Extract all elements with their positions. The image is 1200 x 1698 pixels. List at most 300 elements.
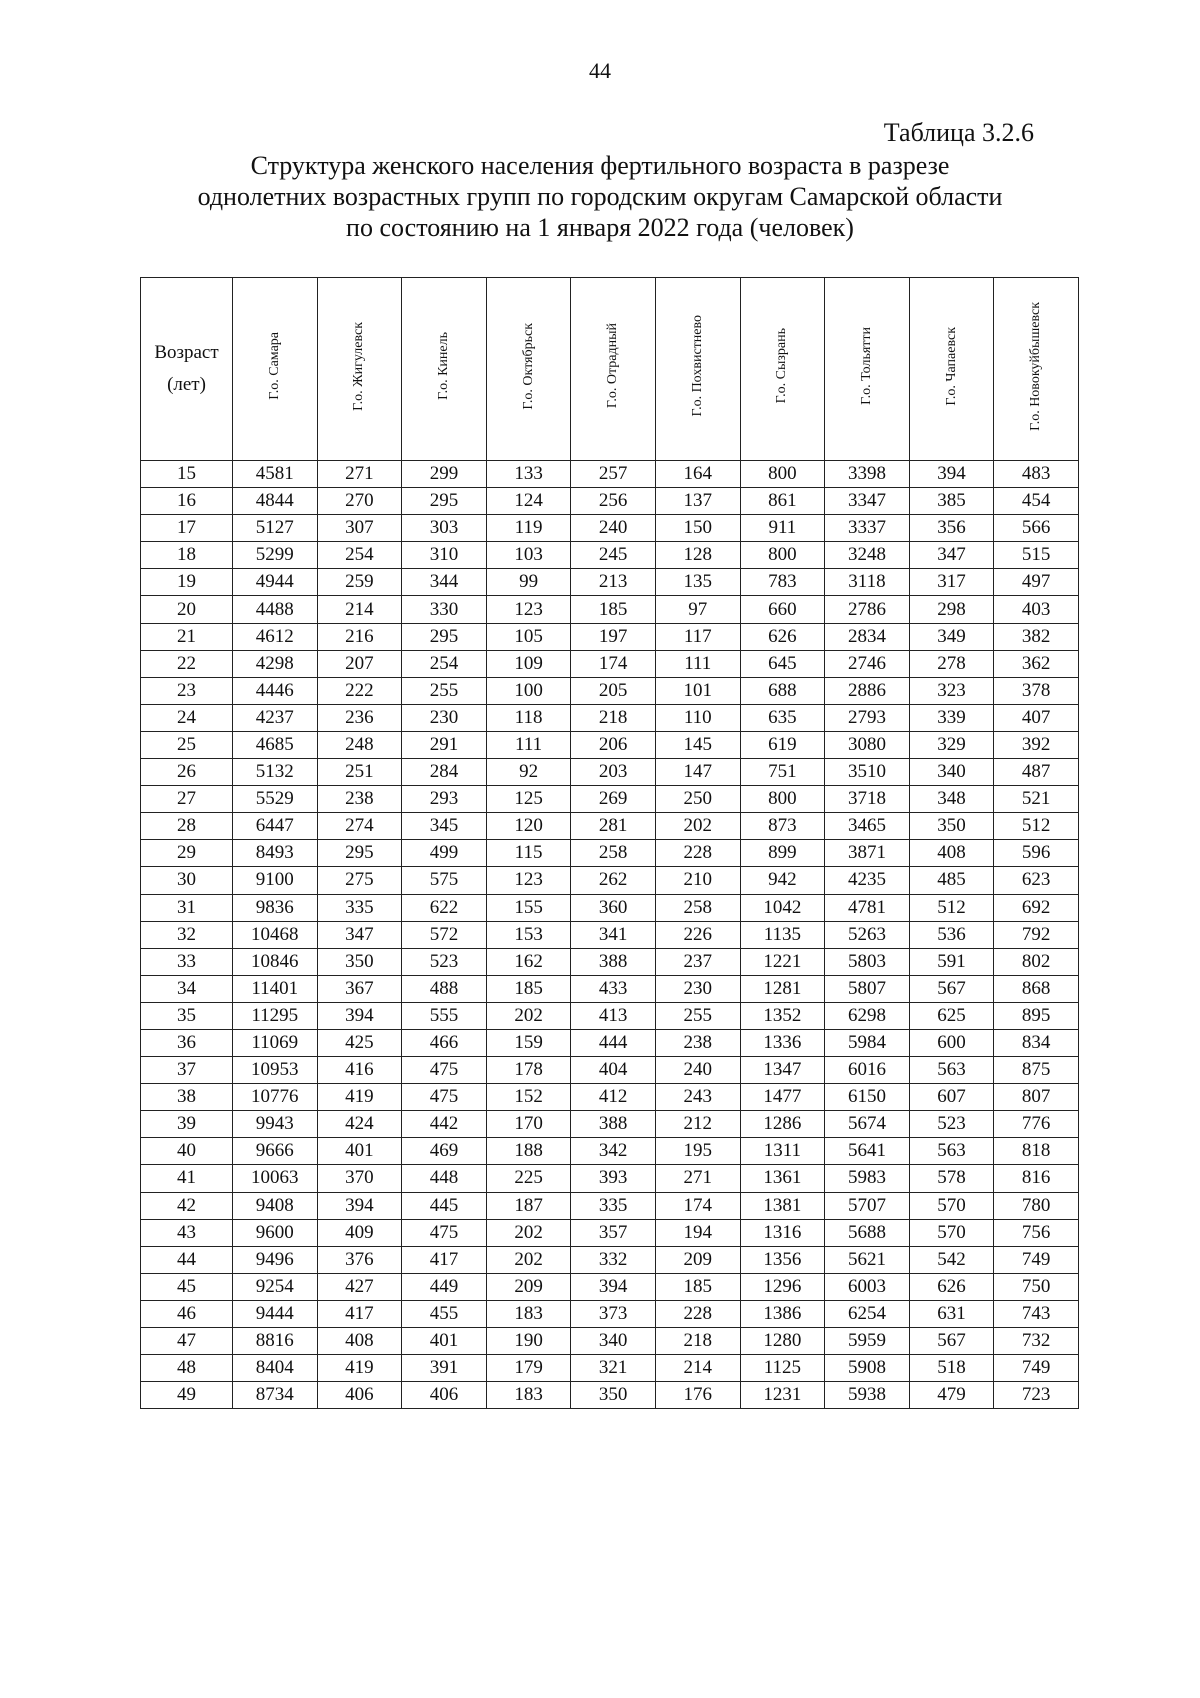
- value-cell: 339: [909, 704, 994, 731]
- value-cell: 424: [317, 1111, 402, 1138]
- value-cell: 119: [486, 515, 571, 542]
- value-cell: 497: [994, 569, 1079, 596]
- value-cell: 393: [571, 1165, 656, 1192]
- value-cell: 385: [909, 488, 994, 515]
- value-cell: 388: [571, 948, 656, 975]
- value-cell: 9100: [233, 867, 318, 894]
- value-cell: 487: [994, 759, 1079, 786]
- value-cell: 103: [486, 542, 571, 569]
- age-cell: 44: [141, 1246, 233, 1273]
- value-cell: 376: [317, 1246, 402, 1273]
- value-cell: 6016: [825, 1057, 910, 1084]
- value-cell: 394: [571, 1273, 656, 1300]
- value-cell: 298: [909, 596, 994, 623]
- table-row: [141, 1328, 1079, 1355]
- value-cell: 4581: [233, 461, 318, 488]
- value-cell: 202: [655, 813, 740, 840]
- value-cell: 5299: [233, 542, 318, 569]
- value-cell: 213: [571, 569, 656, 596]
- value-cell: 238: [317, 786, 402, 813]
- value-cell: 195: [655, 1138, 740, 1165]
- age-cell: 16: [141, 488, 233, 515]
- table-row: [141, 1246, 1079, 1273]
- value-cell: 271: [317, 461, 402, 488]
- value-cell: 406: [317, 1382, 402, 1409]
- value-cell: 403: [994, 596, 1079, 623]
- value-cell: 183: [486, 1300, 571, 1327]
- value-cell: 170: [486, 1111, 571, 1138]
- value-cell: 626: [740, 623, 825, 650]
- value-cell: 1135: [740, 921, 825, 948]
- table-row: [141, 975, 1079, 1002]
- value-cell: 542: [909, 1246, 994, 1273]
- age-cell: 45: [141, 1273, 233, 1300]
- value-cell: 270: [317, 488, 402, 515]
- value-cell: 413: [571, 1002, 656, 1029]
- value-cell: 303: [402, 515, 487, 542]
- value-cell: 349: [909, 623, 994, 650]
- value-cell: 269: [571, 786, 656, 813]
- value-cell: 563: [909, 1138, 994, 1165]
- value-cell: 660: [740, 596, 825, 623]
- value-cell: 479: [909, 1382, 994, 1409]
- age-cell: 26: [141, 759, 233, 786]
- value-cell: 756: [994, 1219, 1079, 1246]
- table-row: [141, 1300, 1079, 1327]
- value-cell: 792: [994, 921, 1079, 948]
- value-cell: 123: [486, 867, 571, 894]
- value-cell: 356: [909, 515, 994, 542]
- title-line-3: по состоянию на 1 января 2022 года (человек): [346, 213, 854, 242]
- age-cell: 22: [141, 650, 233, 677]
- value-cell: 4488: [233, 596, 318, 623]
- value-cell: 485: [909, 867, 994, 894]
- table-row: [141, 461, 1079, 488]
- value-cell: 3248: [825, 542, 910, 569]
- value-cell: 340: [571, 1328, 656, 1355]
- value-cell: 332: [571, 1246, 656, 1273]
- value-cell: 155: [486, 894, 571, 921]
- value-cell: 645: [740, 650, 825, 677]
- value-cell: 1352: [740, 1002, 825, 1029]
- value-cell: 226: [655, 921, 740, 948]
- value-cell: 600: [909, 1029, 994, 1056]
- value-cell: 137: [655, 488, 740, 515]
- value-cell: 128: [655, 542, 740, 569]
- column-header-label: Г.о. Самара: [266, 332, 282, 400]
- value-cell: 570: [909, 1192, 994, 1219]
- value-cell: 228: [655, 1300, 740, 1327]
- value-cell: 5688: [825, 1219, 910, 1246]
- value-cell: 483: [994, 461, 1079, 488]
- value-cell: 179: [486, 1355, 571, 1382]
- value-cell: 5641: [825, 1138, 910, 1165]
- value-cell: 1125: [740, 1355, 825, 1382]
- value-cell: 6254: [825, 1300, 910, 1327]
- value-cell: 293: [402, 786, 487, 813]
- value-cell: 222: [317, 677, 402, 704]
- value-cell: 6298: [825, 1002, 910, 1029]
- value-cell: 317: [909, 569, 994, 596]
- value-cell: 631: [909, 1300, 994, 1327]
- value-cell: 9666: [233, 1138, 318, 1165]
- population-table: [140, 277, 1079, 1409]
- value-cell: 256: [571, 488, 656, 515]
- table-row: [141, 515, 1079, 542]
- value-cell: 5938: [825, 1382, 910, 1409]
- value-cell: 133: [486, 461, 571, 488]
- table-row: [141, 596, 1079, 623]
- value-cell: 5983: [825, 1165, 910, 1192]
- age-cell: 19: [141, 569, 233, 596]
- value-cell: 419: [317, 1084, 402, 1111]
- value-cell: 345: [402, 813, 487, 840]
- value-cell: 4298: [233, 650, 318, 677]
- value-cell: 512: [994, 813, 1079, 840]
- table-row: [141, 1138, 1079, 1165]
- age-cell: 42: [141, 1192, 233, 1219]
- value-cell: 2886: [825, 677, 910, 704]
- value-cell: 254: [317, 542, 402, 569]
- value-cell: 105: [486, 623, 571, 650]
- value-cell: 401: [317, 1138, 402, 1165]
- table-row: [141, 1192, 1079, 1219]
- value-cell: 1296: [740, 1273, 825, 1300]
- value-cell: 1347: [740, 1057, 825, 1084]
- value-cell: 295: [402, 488, 487, 515]
- value-cell: 254: [402, 650, 487, 677]
- table-row: [141, 759, 1079, 786]
- value-cell: 2793: [825, 704, 910, 731]
- value-cell: 110: [655, 704, 740, 731]
- value-cell: 259: [317, 569, 402, 596]
- age-cell: 31: [141, 894, 233, 921]
- value-cell: 228: [655, 840, 740, 867]
- value-cell: 118: [486, 704, 571, 731]
- value-cell: 360: [571, 894, 656, 921]
- age-column-header: [141, 278, 233, 461]
- value-cell: 190: [486, 1328, 571, 1355]
- value-cell: 174: [571, 650, 656, 677]
- value-cell: 203: [571, 759, 656, 786]
- value-cell: 8734: [233, 1382, 318, 1409]
- value-cell: 1231: [740, 1382, 825, 1409]
- value-cell: 868: [994, 975, 1079, 1002]
- value-cell: 523: [909, 1111, 994, 1138]
- value-cell: 749: [994, 1355, 1079, 1382]
- table-title: [130, 150, 1070, 243]
- value-cell: 4844: [233, 488, 318, 515]
- value-cell: 3871: [825, 840, 910, 867]
- value-cell: 350: [909, 813, 994, 840]
- value-cell: 5674: [825, 1111, 910, 1138]
- age-cell: 23: [141, 677, 233, 704]
- value-cell: 10776: [233, 1084, 318, 1111]
- table-body: [141, 461, 1079, 1409]
- value-cell: 1286: [740, 1111, 825, 1138]
- value-cell: 230: [402, 704, 487, 731]
- value-cell: 350: [571, 1382, 656, 1409]
- value-cell: 625: [909, 1002, 994, 1029]
- value-cell: 135: [655, 569, 740, 596]
- value-cell: 783: [740, 569, 825, 596]
- value-cell: 635: [740, 704, 825, 731]
- value-cell: 536: [909, 921, 994, 948]
- value-cell: 99: [486, 569, 571, 596]
- value-cell: 596: [994, 840, 1079, 867]
- value-cell: 427: [317, 1273, 402, 1300]
- value-cell: 214: [317, 596, 402, 623]
- age-cell: 20: [141, 596, 233, 623]
- value-cell: 417: [317, 1300, 402, 1327]
- age-cell: 28: [141, 813, 233, 840]
- title-line-1: Структура женского населения фертильного возраста в разрезе: [250, 151, 950, 180]
- value-cell: 194: [655, 1219, 740, 1246]
- value-cell: 1477: [740, 1084, 825, 1111]
- value-cell: 11069: [233, 1029, 318, 1056]
- value-cell: 407: [994, 704, 1079, 731]
- table-row: [141, 650, 1079, 677]
- value-cell: 807: [994, 1084, 1079, 1111]
- value-cell: 178: [486, 1057, 571, 1084]
- value-cell: 1381: [740, 1192, 825, 1219]
- column-header-label: Г.о. Кинель: [435, 332, 451, 400]
- value-cell: 622: [402, 894, 487, 921]
- value-cell: 115: [486, 840, 571, 867]
- value-cell: 3718: [825, 786, 910, 813]
- value-cell: 5529: [233, 786, 318, 813]
- value-cell: 1316: [740, 1219, 825, 1246]
- age-cell: 25: [141, 731, 233, 758]
- value-cell: 111: [486, 731, 571, 758]
- table-row: [141, 1002, 1079, 1029]
- value-cell: 11295: [233, 1002, 318, 1029]
- value-cell: 816: [994, 1165, 1079, 1192]
- value-cell: 6447: [233, 813, 318, 840]
- value-cell: 1221: [740, 948, 825, 975]
- value-cell: 176: [655, 1382, 740, 1409]
- value-cell: 209: [655, 1246, 740, 1273]
- value-cell: 225: [486, 1165, 571, 1192]
- value-cell: 475: [402, 1057, 487, 1084]
- value-cell: 109: [486, 650, 571, 677]
- value-cell: 873: [740, 813, 825, 840]
- age-cell: 36: [141, 1029, 233, 1056]
- column-header-label: Г.о. Похвистнево: [689, 315, 705, 417]
- value-cell: 425: [317, 1029, 402, 1056]
- value-cell: 751: [740, 759, 825, 786]
- value-cell: 10063: [233, 1165, 318, 1192]
- column-header-zhigulevsk: [317, 278, 402, 461]
- value-cell: 743: [994, 1300, 1079, 1327]
- value-cell: 688: [740, 677, 825, 704]
- age-cell: 47: [141, 1328, 233, 1355]
- value-cell: 591: [909, 948, 994, 975]
- value-cell: 3398: [825, 461, 910, 488]
- value-cell: 2746: [825, 650, 910, 677]
- value-cell: 578: [909, 1165, 994, 1192]
- value-cell: 164: [655, 461, 740, 488]
- value-cell: 394: [317, 1002, 402, 1029]
- value-cell: 455: [402, 1300, 487, 1327]
- value-cell: 218: [571, 704, 656, 731]
- column-header-label: Г.о. Тольятти: [858, 327, 874, 405]
- value-cell: 388: [571, 1111, 656, 1138]
- value-cell: 3510: [825, 759, 910, 786]
- value-cell: 230: [655, 975, 740, 1002]
- table-row: [141, 1111, 1079, 1138]
- column-header-label: Г.о. Отрадный: [605, 323, 621, 409]
- value-cell: 237: [655, 948, 740, 975]
- value-cell: 262: [571, 867, 656, 894]
- value-cell: 245: [571, 542, 656, 569]
- value-cell: 153: [486, 921, 571, 948]
- value-cell: 9836: [233, 894, 318, 921]
- age-cell: 29: [141, 840, 233, 867]
- value-cell: 5807: [825, 975, 910, 1002]
- age-cell: 24: [141, 704, 233, 731]
- value-cell: 342: [571, 1138, 656, 1165]
- age-header-line-2: (лет): [167, 374, 206, 395]
- value-cell: 391: [402, 1355, 487, 1382]
- value-cell: 271: [655, 1165, 740, 1192]
- value-cell: 445: [402, 1192, 487, 1219]
- value-cell: 248: [317, 731, 402, 758]
- value-cell: 330: [402, 596, 487, 623]
- value-cell: 218: [655, 1328, 740, 1355]
- value-cell: 570: [909, 1219, 994, 1246]
- value-cell: 348: [909, 786, 994, 813]
- age-cell: 37: [141, 1057, 233, 1084]
- value-cell: 567: [909, 975, 994, 1002]
- value-cell: 1386: [740, 1300, 825, 1327]
- age-cell: 34: [141, 975, 233, 1002]
- value-cell: 357: [571, 1219, 656, 1246]
- value-cell: 4781: [825, 894, 910, 921]
- value-cell: 295: [317, 840, 402, 867]
- value-cell: 307: [317, 515, 402, 542]
- age-cell: 39: [141, 1111, 233, 1138]
- table-row: [141, 1273, 1079, 1300]
- table-row: [141, 1084, 1079, 1111]
- title-line-2: однолетних возрастных групп по городским округам Самарской области: [197, 182, 1003, 211]
- value-cell: 8816: [233, 1328, 318, 1355]
- value-cell: 417: [402, 1246, 487, 1273]
- table-row: [141, 1219, 1079, 1246]
- column-header-kinel: [402, 278, 487, 461]
- value-cell: 2834: [825, 623, 910, 650]
- column-header-pokhvistnevo: [655, 278, 740, 461]
- age-cell: 30: [141, 867, 233, 894]
- value-cell: 4944: [233, 569, 318, 596]
- column-header-syzran: [740, 278, 825, 461]
- value-cell: 5803: [825, 948, 910, 975]
- value-cell: 1311: [740, 1138, 825, 1165]
- table-label: Таблица 3.2.6: [883, 118, 1034, 147]
- value-cell: 3118: [825, 569, 910, 596]
- value-cell: 10468: [233, 921, 318, 948]
- value-cell: 111: [655, 650, 740, 677]
- value-cell: 5984: [825, 1029, 910, 1056]
- value-cell: 5959: [825, 1328, 910, 1355]
- age-cell: 33: [141, 948, 233, 975]
- value-cell: 442: [402, 1111, 487, 1138]
- value-cell: 240: [571, 515, 656, 542]
- value-cell: 800: [740, 786, 825, 813]
- value-cell: 238: [655, 1029, 740, 1056]
- value-cell: 250: [655, 786, 740, 813]
- value-cell: 323: [909, 677, 994, 704]
- value-cell: 362: [994, 650, 1079, 677]
- value-cell: 202: [486, 1219, 571, 1246]
- value-cell: 9496: [233, 1246, 318, 1273]
- table-row: [141, 840, 1079, 867]
- column-header-tolyatti: [825, 278, 910, 461]
- value-cell: 4685: [233, 731, 318, 758]
- value-cell: 800: [740, 461, 825, 488]
- value-cell: 488: [402, 975, 487, 1002]
- column-header-oktyabrsk: [486, 278, 571, 461]
- table-row: [141, 921, 1079, 948]
- table-row: [141, 1382, 1079, 1409]
- value-cell: 291: [402, 731, 487, 758]
- value-cell: 607: [909, 1084, 994, 1111]
- column-header-otradny: [571, 278, 656, 461]
- value-cell: 802: [994, 948, 1079, 975]
- value-cell: 5908: [825, 1355, 910, 1382]
- value-cell: 97: [655, 596, 740, 623]
- age-cell: 15: [141, 461, 233, 488]
- value-cell: 150: [655, 515, 740, 542]
- value-cell: 575: [402, 867, 487, 894]
- age-cell: 46: [141, 1300, 233, 1327]
- table-row: [141, 623, 1079, 650]
- value-cell: 555: [402, 1002, 487, 1029]
- value-cell: 299: [402, 461, 487, 488]
- age-cell: 21: [141, 623, 233, 650]
- age-header-line-1: Возраст: [154, 342, 219, 363]
- age-cell: 17: [141, 515, 233, 542]
- value-cell: 274: [317, 813, 402, 840]
- value-cell: 419: [317, 1355, 402, 1382]
- value-cell: 188: [486, 1138, 571, 1165]
- value-cell: 475: [402, 1219, 487, 1246]
- age-cell: 38: [141, 1084, 233, 1111]
- value-cell: 120: [486, 813, 571, 840]
- column-header-chapaevsk: [909, 278, 994, 461]
- table-row: [141, 731, 1079, 758]
- table-row: [141, 1029, 1079, 1056]
- value-cell: 329: [909, 731, 994, 758]
- value-cell: 255: [402, 677, 487, 704]
- value-cell: 750: [994, 1273, 1079, 1300]
- value-cell: 202: [486, 1246, 571, 1273]
- value-cell: 8493: [233, 840, 318, 867]
- value-cell: 1042: [740, 894, 825, 921]
- value-cell: 257: [571, 461, 656, 488]
- value-cell: 347: [317, 921, 402, 948]
- value-cell: 183: [486, 1382, 571, 1409]
- value-cell: 899: [740, 840, 825, 867]
- value-cell: 185: [655, 1273, 740, 1300]
- value-cell: 800: [740, 542, 825, 569]
- value-cell: 454: [994, 488, 1079, 515]
- table-row: [141, 542, 1079, 569]
- age-cell: 27: [141, 786, 233, 813]
- value-cell: 117: [655, 623, 740, 650]
- value-cell: 350: [317, 948, 402, 975]
- value-cell: 1356: [740, 1246, 825, 1273]
